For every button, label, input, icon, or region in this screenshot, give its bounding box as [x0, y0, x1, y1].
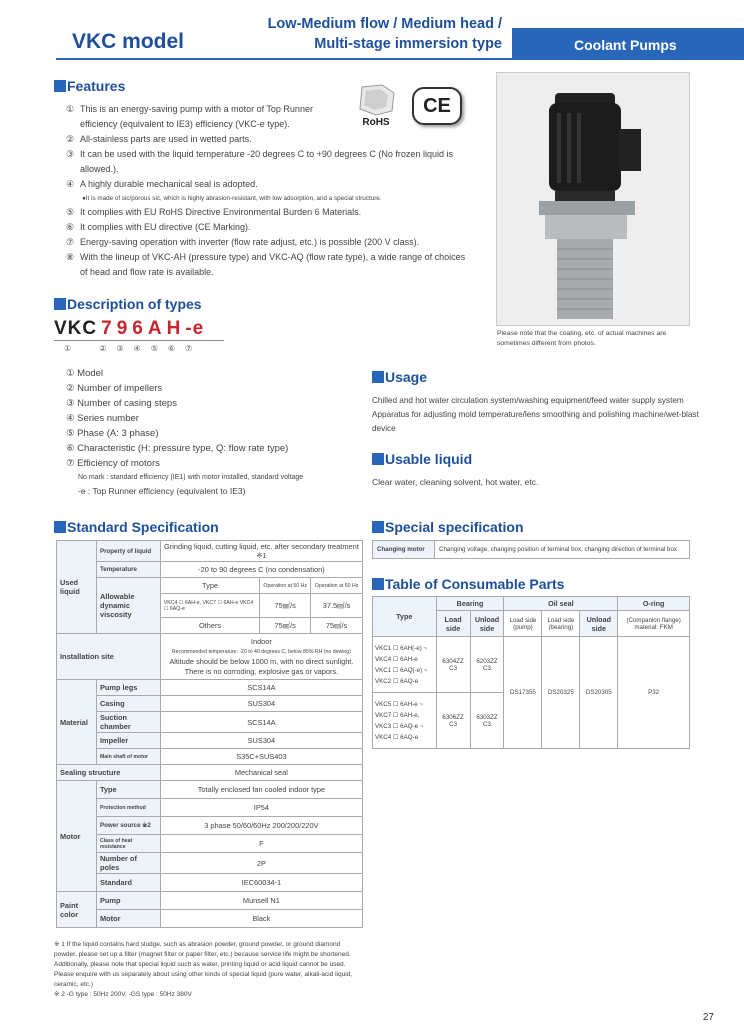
cons-oilseal-header: Oil seal	[504, 597, 618, 611]
cons-group1-types: VKC1 ☐ 6AH(-e) ~ VKC4 ☐ 6AH-e VKC1 ☐ 6AQ(-e) ~ VKC2 ☐ 6AQ-e	[373, 637, 437, 693]
motor-label: Motor	[57, 781, 97, 892]
types-item: ⑦ Efficiency of motors	[66, 458, 160, 469]
special-spec-heading	[372, 519, 524, 535]
visc-row2-60: 75㎟/s	[311, 618, 363, 634]
section-square-icon	[54, 298, 66, 310]
special-spec-table	[372, 540, 690, 559]
types-item: ④ Series number	[66, 413, 139, 424]
types-item: ① Model	[66, 368, 104, 379]
types-heading-text: Description of types	[67, 296, 202, 312]
table-row: Main shaft of motor S35C+SUS403	[57, 749, 363, 765]
code-efficiency: -e	[185, 318, 205, 339]
viscosity-label: Allowable dynamic viscosity	[96, 578, 160, 634]
table-row: Motor Type Totally enclosed fan cooled indoor type	[57, 781, 363, 799]
table-row: VKC5 ☐ 6AH-e ~ VKC7 ☐ 6AH-e, VKC3 ☐ 6AQ-e ~ VKC4 ☐ 6AQ-e 6306ZZ C3 6303ZZ C3	[373, 693, 690, 749]
visc-row1-type: VKC4 ☐ 6AH-e, VKC7 ☐ 6AH-e VKC4 ☐ 6AQ-e	[160, 594, 259, 618]
property-value: Grinding liquid, cutting liquid, etc. after secondary treatment ※1	[160, 541, 362, 562]
feature-item: ⑥ It complies with EU directive (CE Marking).	[66, 222, 251, 232]
table-row: Class of heat resistance F	[57, 835, 363, 853]
feature-item: ② All-stainless parts are used in wetted parts.	[66, 134, 252, 144]
visc-row1-50: 75㎟/s	[260, 594, 311, 618]
types-item: ③ Number of casing steps	[66, 398, 177, 409]
code-underline	[54, 340, 224, 341]
code-impellers: 7	[101, 318, 113, 339]
consumables-table	[372, 596, 690, 749]
table-row: Standard IEC60034-1	[57, 874, 363, 892]
types-item: ⑤ Phase (A: 3 phase)	[66, 428, 159, 439]
visc-row2-50: 75㎟/s	[260, 618, 311, 634]
sealing-value: Mechanical seal	[160, 765, 362, 781]
table-row: VKC1 ☐ 6AH(-e) ~ VKC4 ☐ 6AH-e VKC1 ☐ 6AQ(-e) ~ VKC2 ☐ 6AQ-e 6304ZZ C3 6203ZZ C3 DS17355 DS20325 DS20305 P32	[373, 637, 690, 693]
ce-mark: CE	[412, 87, 462, 125]
table-row: Material Pump legs SCS14A	[57, 680, 363, 696]
section-square-icon	[372, 453, 384, 465]
visc-type-header: Type	[160, 578, 259, 594]
cons-bearing-header: Bearing	[436, 597, 504, 611]
installation-label: Installation site	[57, 634, 161, 680]
sealing-label: Sealing structure	[57, 765, 161, 781]
visc-60-header: Operation at 60 Hz	[311, 578, 363, 594]
features-heading-text: Features	[67, 78, 126, 94]
feature-item: ⑤ It complies with EU RoHS Directive Environmental Burden 6 Materials.	[66, 207, 362, 217]
temperature-value: -20 to 90 degrees C (no condensation)	[160, 562, 362, 578]
photo-caption: Please note that the coating, etc. of actual machines are sometimes different from photos.	[497, 330, 667, 347]
table-row	[57, 634, 363, 680]
usable-liquid-heading	[372, 451, 472, 467]
code-casing-steps: 9	[116, 318, 129, 339]
visc-row2-type: Others	[160, 618, 259, 634]
usable-liquid-heading-text: Usable liquid	[385, 451, 473, 467]
table-row: Number of poles 2P	[57, 853, 363, 874]
table-row: Impeller SUS304	[57, 733, 363, 749]
types-no-mark: No mark : standard efficiency (IE1) with motor installed, standard voltage	[78, 474, 304, 481]
material-label: Material	[57, 680, 97, 765]
used-liquid-cell: Used liquid	[57, 541, 97, 634]
features-list	[66, 102, 466, 280]
subtitle-line-1: Low-Medium flow / Medium head /	[267, 16, 502, 32]
section-square-icon	[54, 80, 66, 92]
standard-spec-heading-text: Standard Specification	[67, 519, 219, 535]
cons-oring-header: O-ring	[618, 597, 690, 611]
usage-line-2: Apparatus for adjusting mold temperature/lens smoothing and polishing machine/wet-blast device	[372, 410, 699, 433]
footnote-2: ※ 2 -G type : 50Hz 200V, -GS type : 50Hz 380V	[54, 991, 192, 998]
rohs-logo	[348, 83, 404, 129]
table-row: Paint color Pump Munsell N1	[57, 892, 363, 910]
cons-group2-types: VKC5 ☐ 6AH-e ~ VKC7 ☐ 6AH-e, VKC3 ☐ 6AQ-e ~ VKC4 ☐ 6AQ-e	[373, 693, 437, 749]
usable-liquid-text: Clear water, cleaning solvent, hot water, etc.	[372, 477, 539, 487]
feature-note: ●It is made of sic/porous sic, which is highly abrasion-resistant, with low adsorption, and a special structure.	[82, 195, 382, 202]
table-row	[57, 578, 363, 594]
standard-spec-heading	[54, 519, 219, 535]
table-row	[57, 541, 363, 562]
code-model: VKC	[54, 318, 98, 339]
pump-photo	[496, 72, 690, 326]
cons-type-header: Type	[373, 597, 437, 637]
section-square-icon	[372, 578, 384, 590]
section-square-icon	[54, 521, 66, 533]
category-banner: Coolant Pumps	[512, 28, 744, 60]
page-subtitle	[268, 14, 502, 54]
code-characteristic: H	[166, 318, 182, 339]
table-row	[373, 597, 690, 611]
consumables-heading	[372, 576, 564, 592]
special-label: Changing motor	[373, 541, 435, 559]
footnotes	[54, 940, 364, 1000]
model-code	[54, 318, 208, 340]
types-list	[66, 366, 303, 499]
page-number: 27	[702, 1012, 714, 1023]
page-title: VKC model	[72, 30, 185, 53]
feature-item: ④ A highly durable mechanical seal is adopted.	[66, 179, 258, 189]
table-row: Protection method IP54	[57, 799, 363, 817]
feature-item: ③ It can be used with the liquid temperature -20 degrees C to +90 degrees C (No frozen liquid is allowed.).	[66, 149, 453, 174]
table-row	[373, 541, 690, 559]
table-row: Power source ※2 3 phase 50/60/60Hz 200/200/220V	[57, 817, 363, 835]
visc-50-header: Operation at 50 Hz	[260, 578, 311, 594]
feature-item: ⑧ With the lineup of VKC-AH (pressure type) and VKC-AQ (flow rate type), a wide range of choices of head and flow rate is available.	[66, 252, 466, 277]
usage-text	[372, 394, 702, 436]
table-row	[57, 562, 363, 578]
section-square-icon	[372, 371, 384, 383]
table-row: Motor Black	[57, 910, 363, 928]
table-row: Casing SUS304	[57, 696, 363, 712]
types-item: ⑥ Characteristic (H: pressure type, Q: flow rate type)	[66, 443, 289, 454]
features-heading	[54, 78, 125, 94]
feature-item: ① This is an energy-saving pump with a motor of Top Runner efficiency (equivalent to IE3) efficiency (VKC-e type).	[66, 104, 313, 129]
usage-heading-text: Usage	[385, 369, 428, 385]
consumables-heading-text: Table of Consumable Parts	[385, 576, 565, 592]
types-item: ② Number of impellers	[66, 383, 163, 394]
table-row	[57, 765, 363, 781]
section-square-icon	[372, 521, 384, 533]
code-phase: A	[147, 318, 163, 339]
rohs-icon	[348, 83, 404, 129]
installation-value: Indoor Recommended temperature: -20 to 40 degrees C, below 85% RH (no dewing) Altitude should be below 1000 m, with no direct sunlight. There is no corroding, explosive gas or vapors.	[160, 634, 362, 680]
types-e-mark: -e : Top Runner efficiency (equivalent to IE3)	[78, 486, 246, 496]
footnote-1: ※ 1 If the liquid contains hard sludge, such as abrasion powder, ground powder, or ground diamond powder, please set up a filter (magnet filter or paper filter, etc.) because service life might be shortened. Additionally, please note that special liquid such as water, printing liquid or acid liquid cannot be used. Please enquire with us separately about using other kinds of special liquid (pure water, alkali-acid liquid, ceramic, etc.)	[54, 941, 353, 988]
standard-spec-table	[56, 540, 363, 928]
property-label: Property of liquid	[96, 541, 160, 562]
header-divider	[56, 58, 512, 60]
paint-label: Paint color	[57, 892, 97, 928]
table-row: Load side Unload side Load side (pump) Load side (bearing) Unload side (Companion flange) material: FKM	[373, 611, 690, 637]
types-heading	[54, 296, 202, 312]
table-row: Suction chamber SCS14A	[57, 712, 363, 733]
special-value: Changing voltage, changing position of terminal box, changing direction of terminal box	[435, 541, 690, 559]
code-markers: ① ② ③ ④ ⑤ ⑥ ⑦	[64, 344, 193, 353]
usage-heading	[372, 369, 427, 385]
feature-item: ⑦ Energy-saving operation with inverter (flow rate adjust, etc.) is possible (200 V class).	[66, 237, 420, 247]
pump-icon	[497, 73, 691, 327]
temperature-label: Temperature	[96, 562, 160, 578]
code-series: 6	[132, 318, 144, 339]
subtitle-line-2: Multi-stage immersion type	[314, 36, 502, 52]
special-spec-heading-text: Special specification	[385, 519, 524, 535]
usage-line-1: Chilled and hot water circulation system/washing equipment/feed water supply system	[372, 396, 684, 405]
rohs-label: RoHS	[362, 117, 390, 128]
visc-row1-60: 37.5㎟/s	[311, 594, 363, 618]
